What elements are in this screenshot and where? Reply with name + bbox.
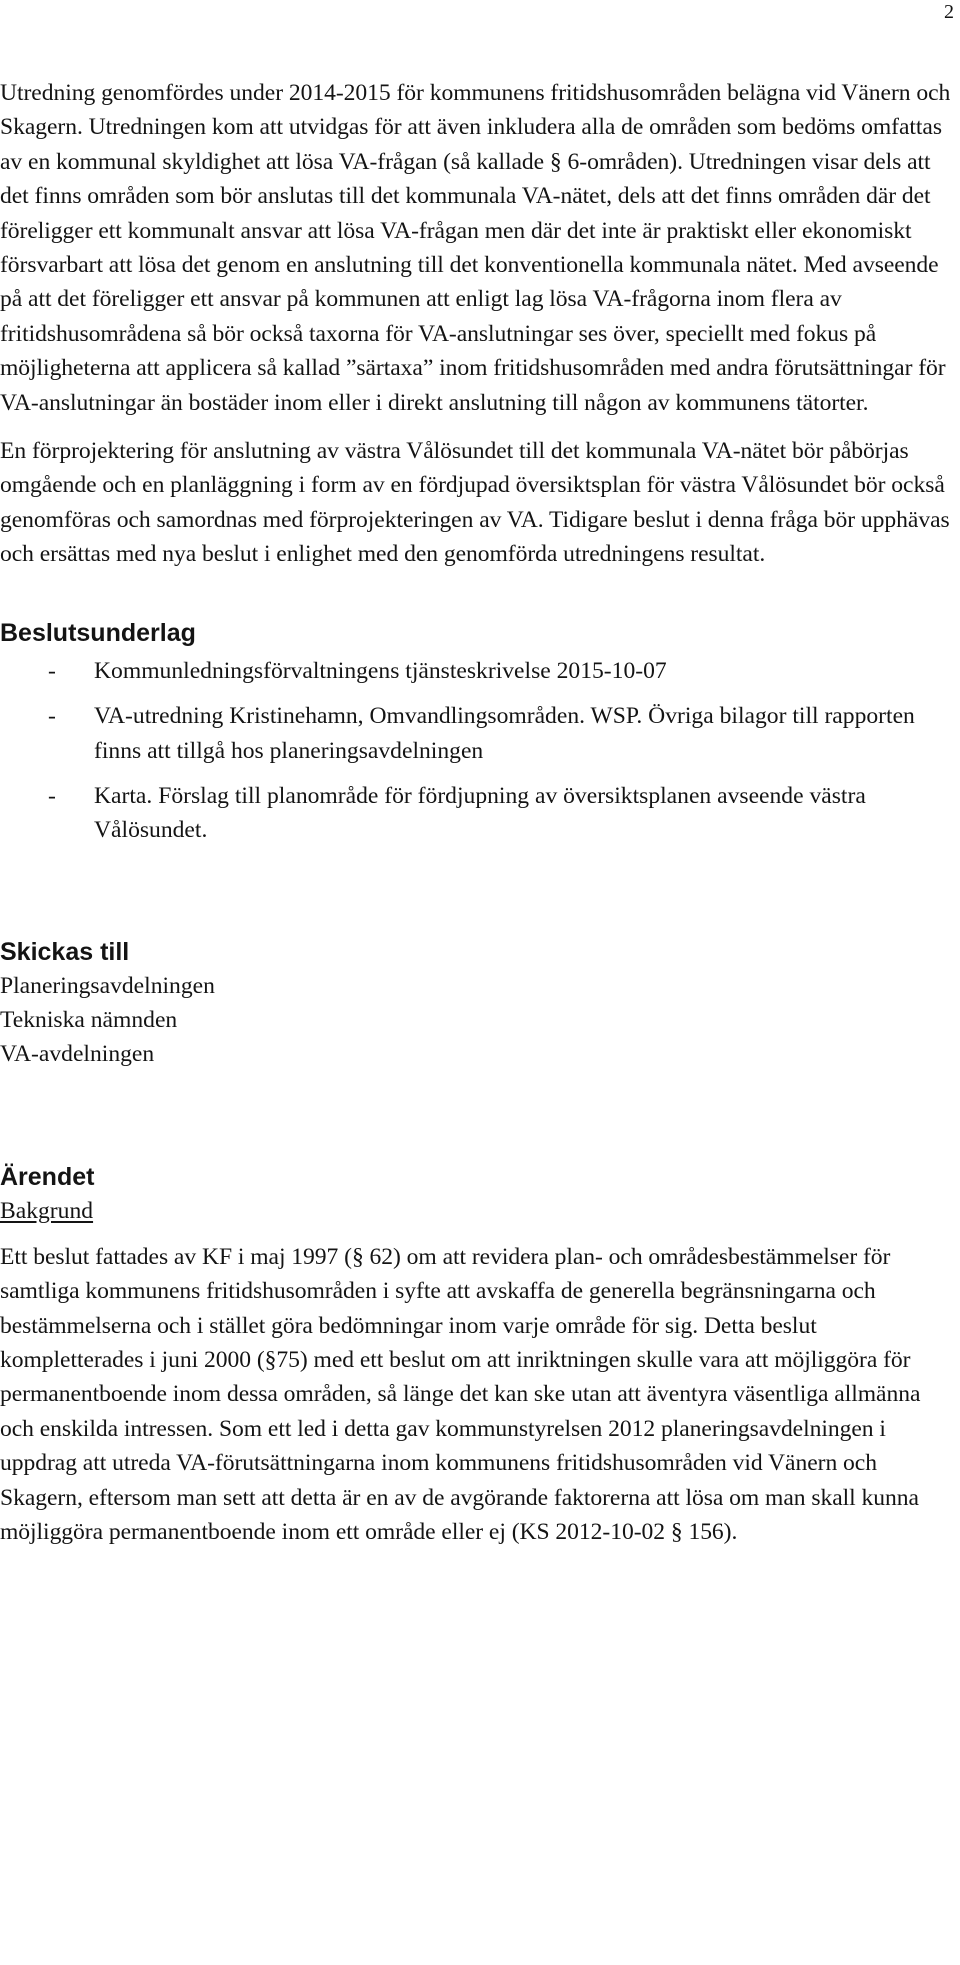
recipient-planeringsavdelningen: Planeringsavdelningen — [0, 972, 215, 999]
subheading-bakgrund: Bakgrund — [0, 1197, 94, 1224]
beslutsunderlag-list — [0, 654, 956, 848]
recipient-tekniska-namnden: Tekniska nämnden — [0, 1006, 178, 1033]
list-bullet: - — [48, 703, 56, 730]
heading-beslutsunderlag: Beslutsunderlag — [0, 618, 196, 647]
heading-arendet: Ärendet — [0, 1162, 95, 1191]
recipient-list — [0, 969, 956, 1071]
paragraph-utredning: Utredning genomfördes under 2014-2015 för kommunens fritidshusområden belägna vid Vänern och Skagern. Utredningen kom att utvidgas för att även inkludera alla de områden som bedöms omfattas av en kommunal skyldighet att lösa VA-frågan (så kallade § 6-områden). Utredningen visar dels att det finns områden som bör anslutas till det kommunala VA-nätet, dels att det finns områden där det föreligger ett kommunalt ansvar att lösa VA-frågan men där det inte är praktiskt eller ekonomiskt försvarbart att lösa det genom en anslutning till det konventionella kommunala nätet. Med avseende på att det föreligger ett ansvar på kommunen att enligt lag lösa VA-frågorna inom flera av fritidshusområdena så bör också taxorna för VA-anslutningar ses över, speciellt med fokus på möjligheterna att applicera så kallad ”särtaxa” inom fritidshusområden med andra förutsättningar för VA-anslutningar än bostäder inom eller i direkt anslutning till någon av kommunens tätorter. — [0, 80, 951, 416]
list-item — [0, 654, 956, 688]
list-item-text: Karta. Förslag till planområde för fördjupning av översiktsplanen avseende västra Vålösundet. — [94, 782, 866, 844]
recipient-va-avdelningen: VA-avdelningen — [0, 1040, 155, 1067]
list-item-text: VA-utredning Kristinehamn, Omvandlingsområden. WSP. Övriga bilagor till rapporten finns att tillgå hos planeringsavdelningen — [94, 703, 915, 764]
list-bullet: - — [48, 782, 56, 809]
list-bullet: - — [48, 657, 56, 684]
list-item — [0, 779, 956, 848]
heading-skickas-till: Skickas till — [0, 937, 130, 966]
list-item — [0, 699, 956, 768]
list-item-text: Kommunledningsförvaltningens tjänsteskrivelse 2015-10-07 — [94, 657, 667, 684]
document-body — [0, 76, 956, 1549]
paragraph-forprojektering: En förprojektering för anslutning av västra Vålösundet till det kommunala VA-nätet bör påbörjas omgående och en planläggning i form av en fördjupad översiktsplan för västra Vålösundet bör också genomföras och samordnas med förprojekteringen av VA. Tidigare beslut i denna fråga bör upphävas och ersättas med nya beslut i enlighet med den genomförda utredningens resultat. — [0, 438, 950, 568]
page-number: 2 — [944, 1, 954, 23]
paragraph-bakgrund: Ett beslut fattades av KF i maj 1997 (§ 62) om att revidera plan- och områdesbestämmelser för samtliga kommunens fritidshusområden i syfte att avskaffa de generella begränsningarna och bestämmelserna och i stället göra bedömningar inom varje område för sig. Detta beslut kompletterades i juni 2000 (§75) med ett beslut om att inriktningen skulle vara att möjliggöra för permanentboende inom dessa områden, så länge det kan ske utan att äventyra väsentliga allmänna och enskilda intressen. Som ett led i detta gav kommunstyrelsen 2012 planeringsavdelningen i uppdrag att utreda VA-förutsättningarna inom kommunens fritidshusområden vid Vänern och Skagern, eftersom man sett att detta är en av de avgörande faktorerna att lösa om man skall kunna möjliggöra permanentboende inom ett område eller ej (KS 2012-10-02 § 156). — [0, 1243, 921, 1545]
